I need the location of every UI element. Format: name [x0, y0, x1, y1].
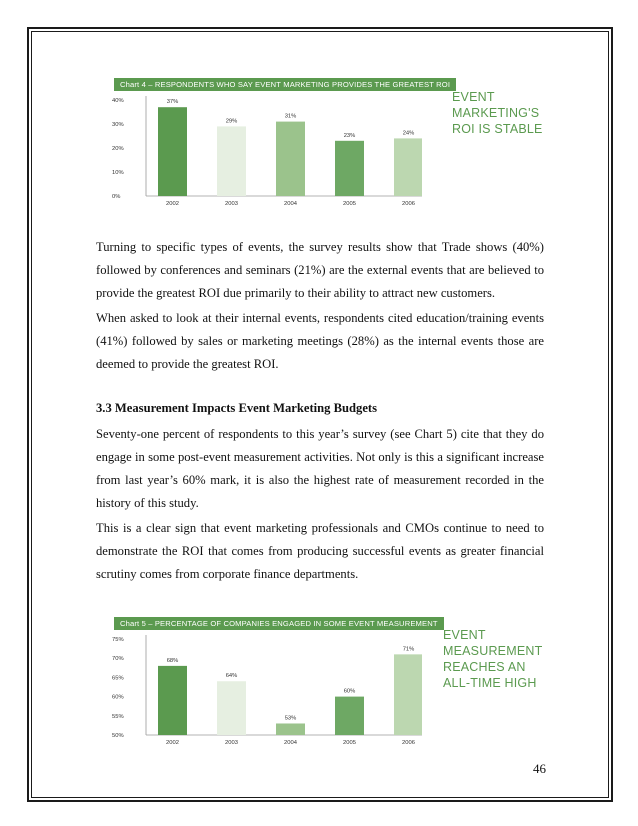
x-tick-label: 2003 [225, 740, 238, 746]
bar-2002 [158, 666, 187, 735]
section-heading: 3.3 Measurement Impacts Event Marketing Budgets [96, 401, 378, 415]
y-tick-label: 65% [112, 675, 124, 682]
paragraph: Seventy-one percent of respondents to this year’s survey (see Chart 5) cite that they do engage in some post-event measurement activities. Not only is this a significant increase from last year’s 60% mark, it is also the highest rate of measurement recorded in the history of this study. [96, 427, 544, 510]
x-tick-label: 2004 [284, 201, 297, 207]
bar-2005 [335, 141, 364, 196]
x-tick-label: 2004 [284, 740, 297, 746]
bar-value-label: 64% [225, 673, 238, 680]
paragraph: When asked to look at their internal events, respondents cited education/training events (41%) followed by sales or marketing meetings (28%) as the internal events those are deemed to provide the greatest ROI. [96, 311, 544, 371]
x-tick-label: 2002 [166, 201, 179, 207]
bar-2003 [217, 681, 246, 735]
chart-5-title: Chart 5 – PERCENTAGE OF COMPANIES ENGAGED IN SOME EVENT MEASUREMENT [114, 617, 444, 630]
body-text [96, 236, 544, 586]
bar-2004 [276, 122, 305, 196]
x-tick-label: 2005 [343, 201, 356, 207]
bar-value-label: 23% [343, 132, 356, 139]
y-tick-label: 70% [112, 656, 124, 663]
bar-2006 [394, 654, 422, 735]
side-note-line: REACHES AN [443, 660, 526, 674]
y-tick-label: 10% [112, 170, 124, 176]
side-note-line: MEASUREMENT [443, 644, 543, 658]
bar-2002 [158, 107, 187, 196]
bar-value-label: 71% [402, 646, 415, 653]
x-tick-label: 2006 [402, 740, 415, 746]
x-tick-label: 2005 [343, 740, 356, 746]
bar-value-label: 37% [166, 99, 179, 106]
x-tick-label: 2002 [166, 740, 179, 746]
y-tick-label: 55% [112, 713, 124, 720]
bar-2004 [276, 723, 305, 735]
y-tick-label: 20% [112, 146, 124, 152]
side-note-line: ROI IS STABLE [452, 122, 543, 136]
bar-2003 [217, 126, 246, 196]
y-tick-label: 0% [112, 194, 121, 200]
bar-value-label: 29% [225, 118, 238, 125]
chart-4-title: Chart 4 – RESPONDENTS WHO SAY EVENT MARKETING PROVIDES THE GREATEST ROI [114, 78, 456, 91]
chart-5-side-note [443, 627, 542, 691]
bar-value-label: 31% [284, 113, 297, 120]
side-note-line: EVENT [443, 628, 486, 642]
chart-4-plot [92, 78, 422, 208]
x-tick-label: 2003 [225, 201, 238, 207]
bar-2006 [394, 138, 422, 196]
side-note-line: MARKETING'S [452, 106, 540, 120]
y-tick-label: 60% [112, 694, 124, 701]
bar-value-label: 60% [343, 688, 356, 695]
y-tick-label: 75% [112, 637, 124, 643]
bar-value-label: 53% [284, 715, 297, 722]
side-note-line: ALL-TIME HIGH [443, 676, 537, 690]
x-tick-label: 2006 [402, 201, 415, 207]
page-number: 46 [533, 761, 546, 776]
bar-value-label: 68% [166, 657, 179, 664]
paragraph: Turning to specific types of events, the survey results show that Trade shows (40%) followed by conferences and seminars (21%) are the external events that are believed to provide the greatest ROI due primarily to their ability to attract new customers. [96, 240, 544, 300]
bar-value-label: 24% [402, 130, 415, 137]
y-tick-label: 40% [112, 98, 124, 104]
paragraph: This is a clear sign that event marketing professionals and CMOs continue to need to demonstrate the ROI that comes from producing successful events as greater financial scrutiny comes from corporate finance departments. [96, 521, 544, 581]
chart-4-side-note [452, 89, 543, 137]
side-note-line: EVENT [452, 90, 495, 104]
bar-2005 [335, 697, 364, 735]
chart-5-plot [92, 617, 422, 747]
y-tick-label: 50% [112, 733, 124, 739]
y-tick-label: 30% [112, 122, 124, 128]
